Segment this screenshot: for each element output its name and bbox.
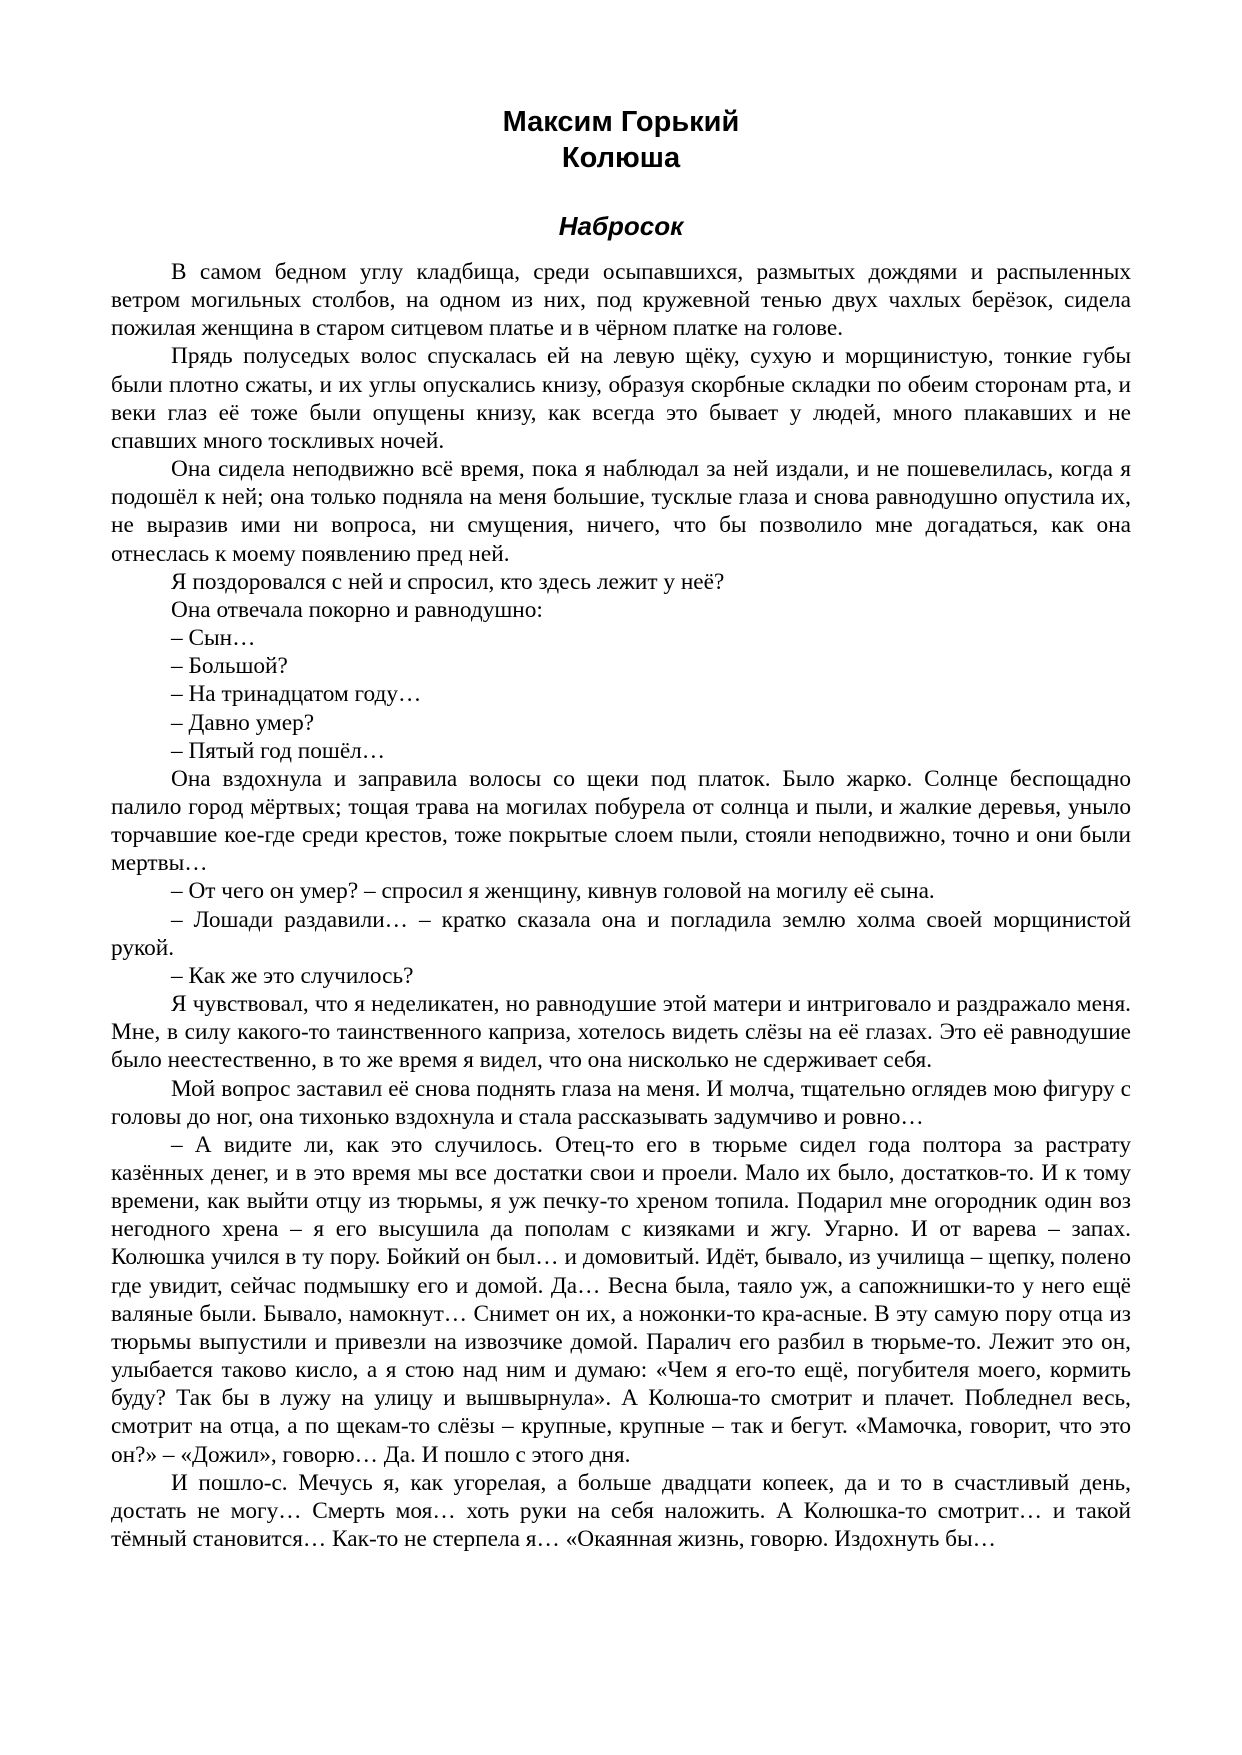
dialogue-line: – Большой? — [171, 653, 288, 680]
dialogue-line: – Пятый год пошёл… — [171, 737, 386, 764]
story-body — [111, 258, 1131, 1553]
paragraph: И пошло-с. Мечусь я, как угорелая, а больше двадцати копеек, да и то в счастливый день, достать не могу… Смерть моя… хоть руки на себя наложить. А Колюшка-то смотрит… и такой тёмный становится… Как-то не стерпела я… «Окаянная жизнь, говорю. Издохнуть бы… — [111, 1469, 1131, 1553]
paragraph: Она вздохнула и заправила волосы со щеки под платок. Было жарко. Солнце беспощадно палило город мёртвых; тощая трава на могилах побурела от солнца и пыли, и жалкие деревья, уныло торчавшие кое-где среди крестов, тоже покрытые слоем пыли, стояли неподвижно, точно и они были мертвы… — [111, 765, 1131, 877]
paragraph: Я чувствовал, что я неделикатен, но равнодушие этой матери и интриговало и раздражало меня. Мне, в силу какого-то таинственного каприза, хотелось видеть слёзы на её глазах. Это её равнодушие было неестественно, в то же время я видел, что она нисколько не сдерживает себя. — [111, 991, 1131, 1074]
paragraph: Прядь полуседых волос спускалась ей на левую щёку, сухую и морщинистую, тонкие губы были плотно сжаты, и их углы опускались книзу, образуя скорбные складки по обеим сторонам рта, и веки глаз её тоже были опущены книзу, как всегда это бывает у людей, много плакавших и не спавших много тоскливых ночей. — [111, 343, 1131, 454]
dialogue-line: – На тринадцатом году… — [171, 681, 422, 708]
dialogue-line: – От чего он умер? – спросил я женщину, кивнув головой на могилу её сына. — [171, 878, 935, 905]
paragraph: Я поздоровался с ней и спросил, кто здесь лежит у неё? — [171, 568, 725, 595]
paragraph: Она отвечала покорно и равнодушно: — [171, 596, 543, 623]
dialogue-line: – Лошади раздавили… – кратко сказала она и погладила землю холма своей морщинистой рукой. — [111, 906, 1131, 961]
dialogue-line: – Сын… — [171, 625, 256, 652]
story-title: Колюша — [561, 142, 681, 174]
document-page — [111, 104, 1131, 1553]
paragraph: В самом бедном углу кладбища, среди осыпавшихся, размытых дождями и распыленных ветром могильных столбов, на одном из них, под кружевной тенью двух чахлых берёзок, сидела пожилая женщина в старом ситцевом платье и в чёрном платке на голове. — [111, 259, 1131, 342]
author-name: Максим Горький — [502, 106, 740, 138]
dialogue-line: – Как же это случилось? — [171, 962, 414, 989]
paragraph: Мой вопрос заставил её снова поднять глаза на меня. И молча, тщательно оглядев мою фигуру с головы до ног, она тихонько вздохнула и стала рассказывать задумчиво и ровно… — [111, 1075, 1131, 1130]
paragraph: – А видите ли, как это случилось. Отец-то его в тюрьме сидел года полтора за растрату казённых денег, и в это время мы все достатки свои и проели. Мало их было, достатков-то. И к тому времени, как выйти отцу из тюрьмы, я уж печку-то хреном топила. Подарил мне огородник один воз негодного хрена – я его высушила да пополам с кизяками и жгу. Угарно. И от варева – запах. Колюшка учился в ту пору. Бойкий он был… и домовитый. Идёт, бывало, из училища – щепку, полено где увидит, сейчас подмышку его и домой. Да… Весна была, таяло уж, а сапожнишки-то у него ещё валяные были. Бывало, намокнут… Снимет он их, а ножонки-то кра-асные. В эту самую пору отца из тюрьмы выпустили и привезли на извозчике домой. Паралич его разбил в тюрьме-то. Лежит это он, улыбается таково кисло, а я стою над ним и думаю: «Чем я его-то ещё, погубителя моего, кормить буду? Так бы в лужу на улицу и вышвырнула». А Колюша-то смотрит и плачет. Побледнел весь, смотрит на отца, а по щекам-то слёзы – крупные, крупные – так и бегут. «Мамочка, говорит, что это он?» – «Дожил», говорю… Да. И пошло с этого дня. — [111, 1131, 1131, 1468]
paragraph: Она сидела неподвижно всё время, пока я наблюдал за ней издали, и не пошевелилась, когда я подошёл к ней; она только подняла на меня большие, тусклые глаза и снова равнодушно опустила их, не выразив ими ни вопроса, ни смущения, ничего, что бы позволило мне догадаться, как она отнеслась к моему появлению пред ней. — [111, 456, 1131, 567]
dialogue-line: – Давно умер? — [171, 709, 315, 736]
story-subtitle: Набросок — [558, 211, 684, 241]
